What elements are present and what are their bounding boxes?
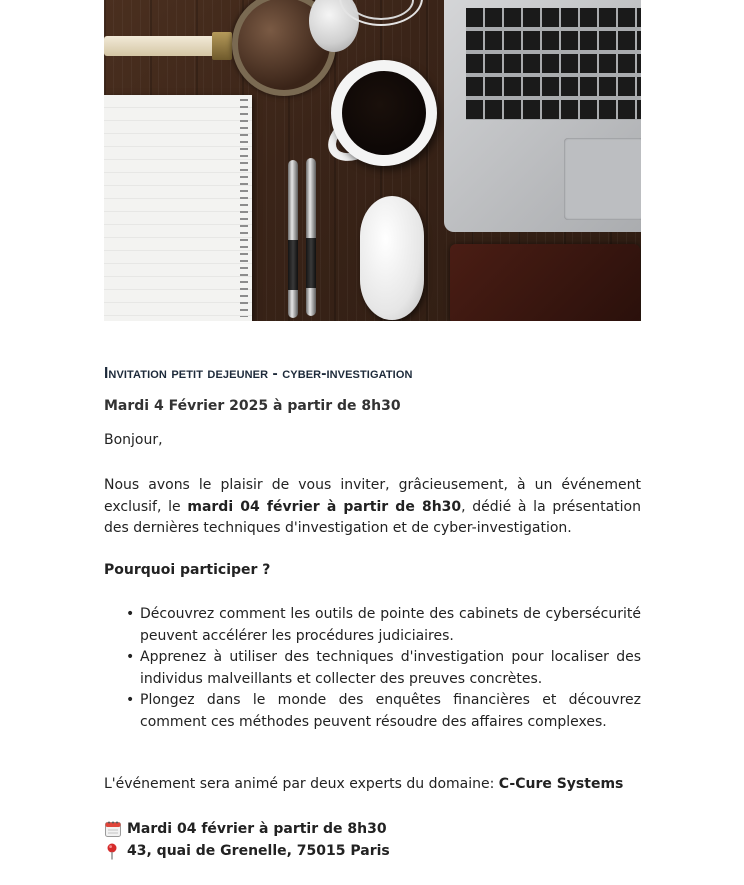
- list-item: • Apprenez à utiliser des techniques d'investigation pour localiser des individus malveillants et collecter des preuves concrètes.: [140, 647, 641, 690]
- leather-case: [450, 244, 640, 321]
- greeting: Bonjour,: [104, 432, 163, 448]
- pushpin-icon: [104, 842, 122, 860]
- pen-2: [306, 158, 316, 316]
- pen-1: [288, 160, 298, 318]
- intro-bold-date: mardi 04 février à partir de 8h30: [187, 498, 462, 515]
- pen-grip: [306, 238, 316, 288]
- list-item: • Découvrez comment les outils de pointe des cabinets de cybersécurité peuvent accélérer les procédures judiciaires.: [140, 604, 641, 647]
- laptop-keyboard: [466, 8, 641, 120]
- notebook: [104, 95, 252, 321]
- laptop: [444, 0, 641, 232]
- computer-mouse: [360, 196, 424, 320]
- animated-by: [104, 776, 623, 792]
- coffee-mug: [331, 60, 437, 166]
- intro-part-2: , dédié à la présentation des dernières techniques d'investigation et de cyber-investigation.: [104, 498, 641, 536]
- reasons-list: [104, 604, 641, 733]
- notebook-spiral: [240, 99, 248, 317]
- why-heading: Pourquoi participer ?: [104, 562, 271, 578]
- pen-grip: [288, 240, 298, 290]
- event-place-line: [104, 842, 390, 860]
- event-date-line: [104, 820, 387, 838]
- calendar-icon: [104, 820, 122, 838]
- magnifier-band: [212, 32, 232, 60]
- event-place: 43, quai de Grenelle, 75015 Paris: [127, 843, 390, 859]
- event-date: Mardi 04 février à partir de 8h30: [127, 821, 387, 837]
- event-subtitle: Mardi 4 Février 2025 à partir de 8h30: [104, 398, 401, 414]
- intro-paragraph: [104, 475, 641, 540]
- header-image: [104, 0, 641, 321]
- laptop-trackpad: [564, 138, 641, 220]
- intro-part-1: Nous avons le plaisir de vous inviter, grâcieusement, à un événement exclusif, le: [104, 477, 641, 515]
- animated-by-text: L'événement sera animé par deux experts du domaine:: [104, 776, 499, 792]
- coffee: [342, 71, 426, 155]
- company-name: C-Cure Systems: [498, 776, 624, 792]
- magnifier-handle: [104, 36, 216, 56]
- list-item: • Plongez dans le monde des enquêtes financières et découvrez comment ces méthodes peuvent résoudre des affaires complexes.: [140, 690, 641, 733]
- email-title: Invitation petit dejeuner - cyber-investigation: [104, 365, 413, 382]
